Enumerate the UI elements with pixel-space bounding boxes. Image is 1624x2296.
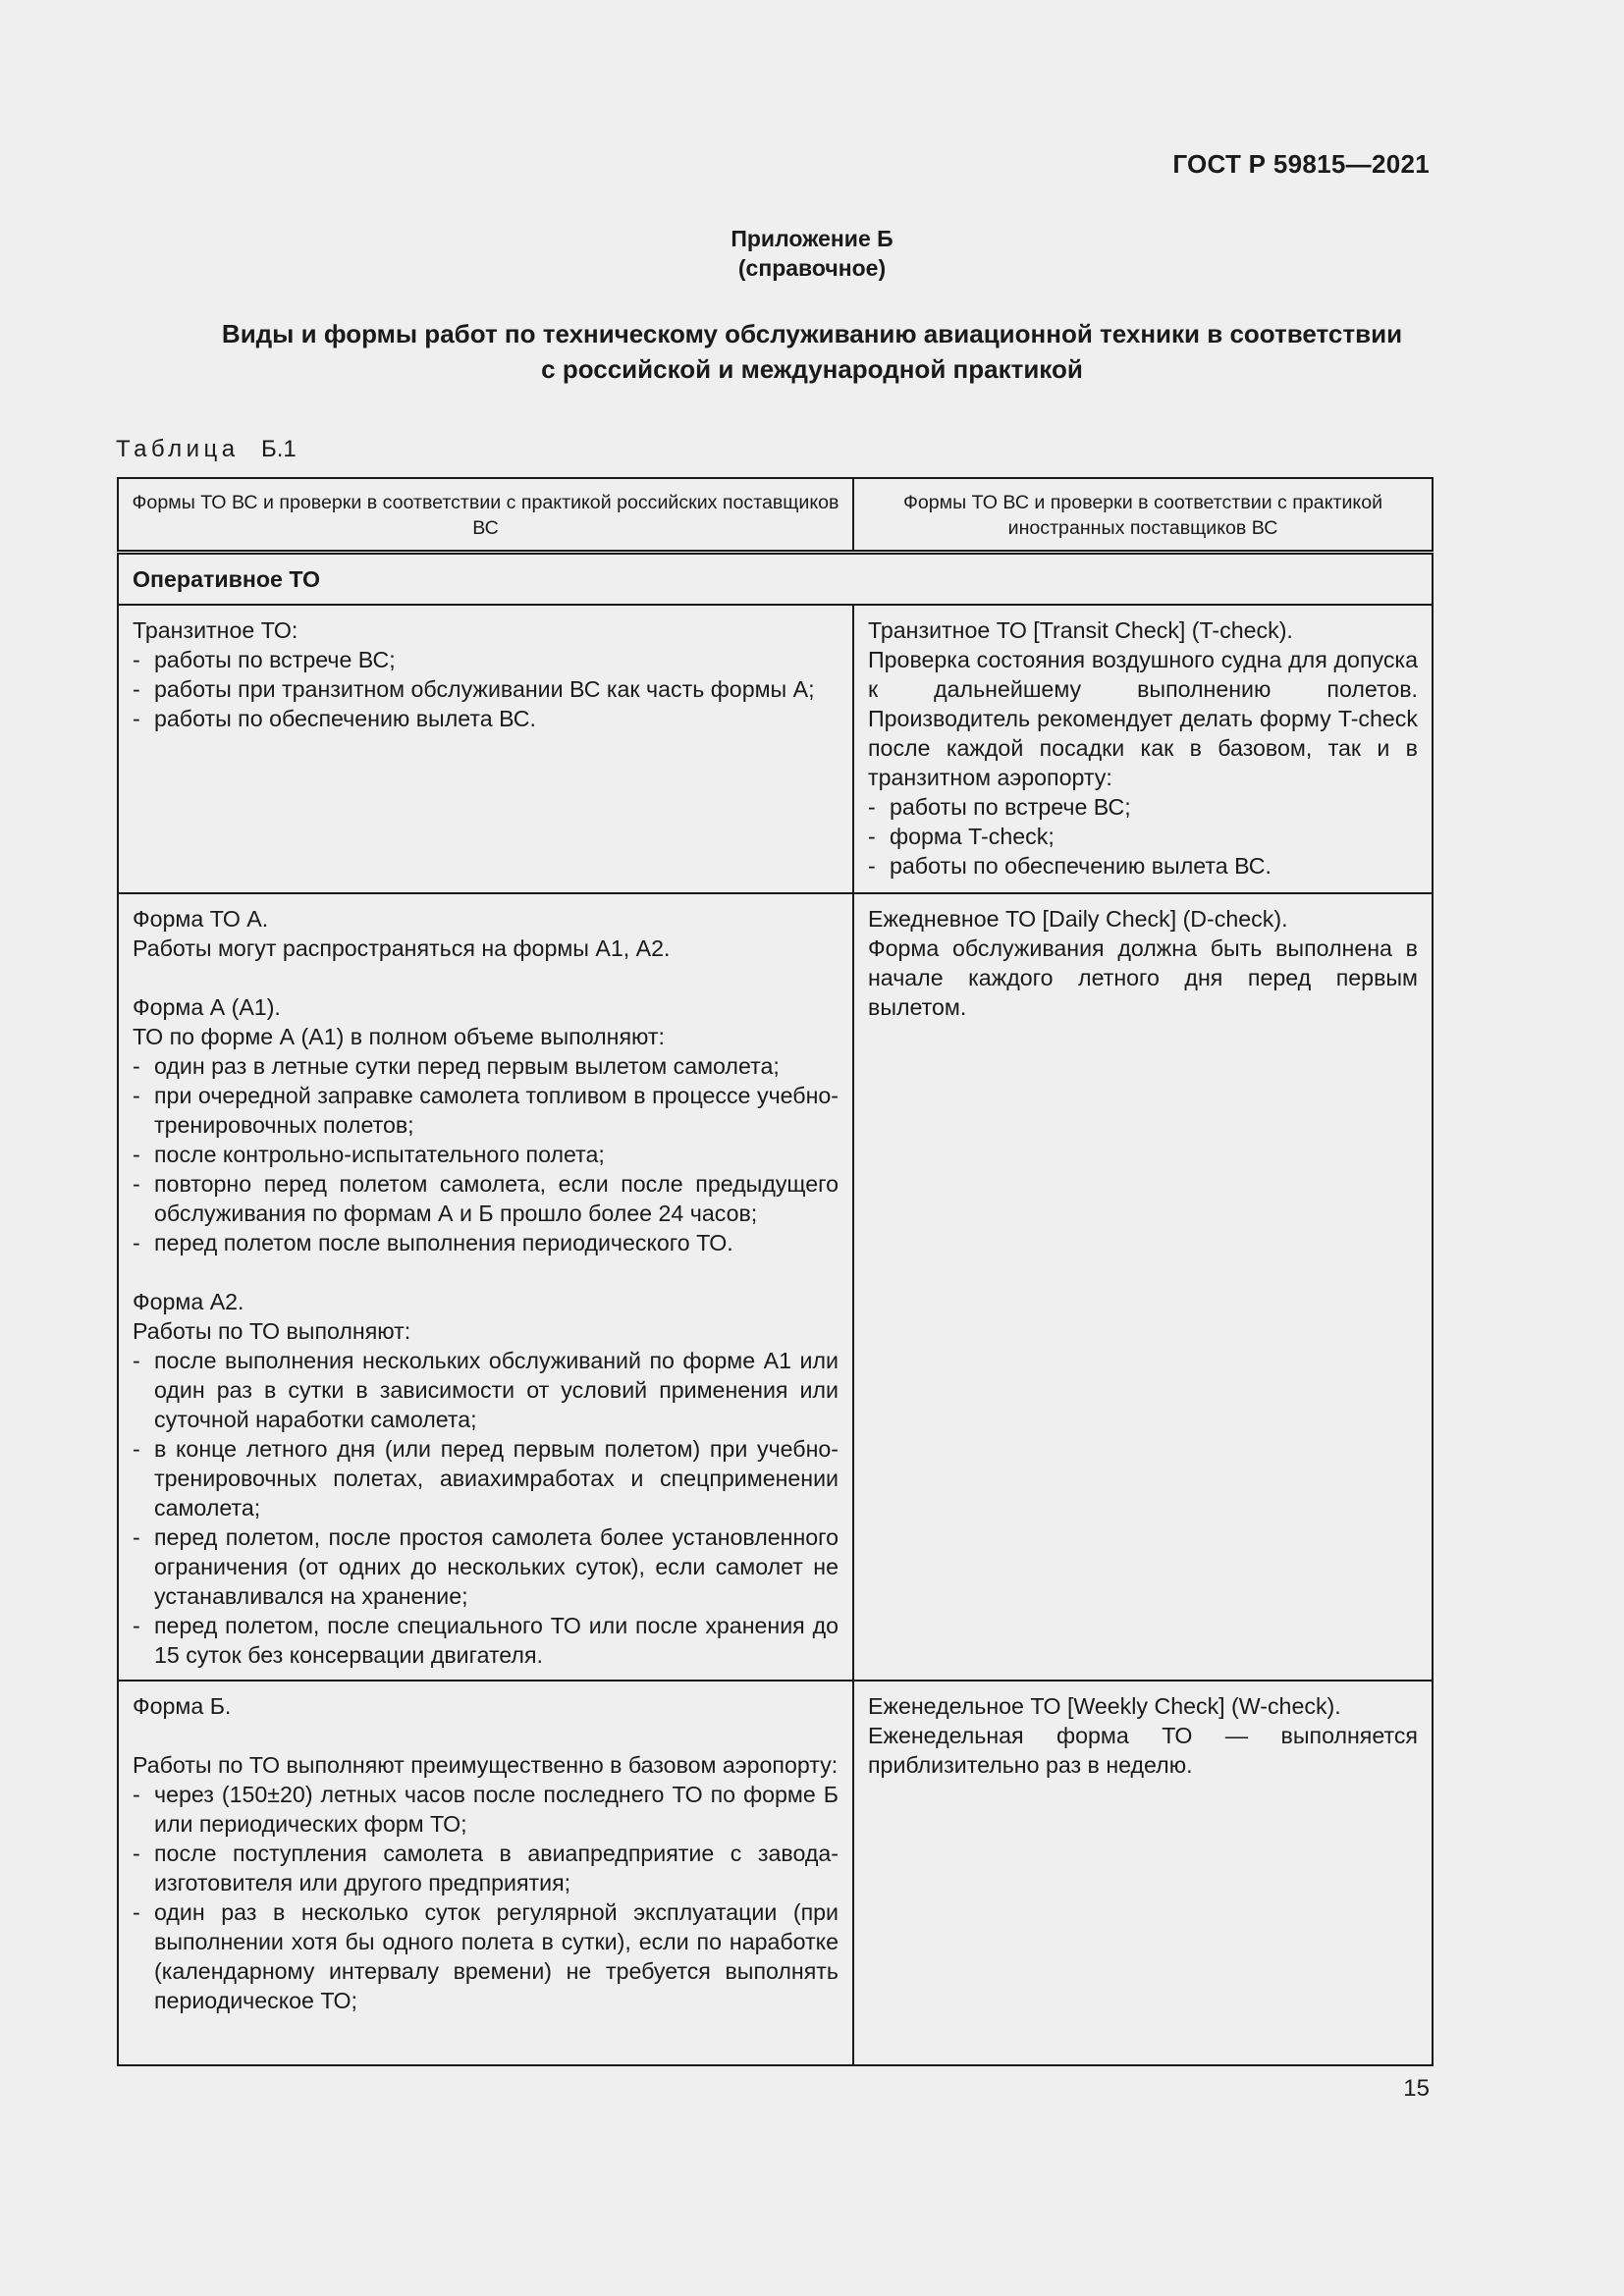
table-caption-number: Б.1 xyxy=(260,436,297,462)
cell-paragraph: Форма обслуживания должна быть выполнена в начале каждого летного дня перед первым вылетом. xyxy=(868,935,1418,1020)
list-item: - работы по обеспечению вылета ВС. xyxy=(133,704,839,733)
maintenance-forms-table xyxy=(117,477,1434,2066)
list-item: - через (150±20) летных часов после последнего ТО по форме Б или периодических форм ТО; xyxy=(133,1780,839,1839)
cell-title: Форма Б. xyxy=(133,1693,232,1719)
page-title xyxy=(118,316,1506,387)
cell-paragraph: Проверка состояния воздушного судна для допуска к дальнейшему выполнению полетов. Производитель рекомендует делать форму T-check после каждой посадки как в базовом, так и в транзитном аэропорту: xyxy=(868,647,1418,790)
subsection-title: Форма А2. xyxy=(133,1289,244,1314)
dash-list xyxy=(133,1780,839,2015)
cell-form-b-russian xyxy=(118,1681,853,2065)
cell-transit-russian xyxy=(118,605,853,893)
cell-paragraph: Еженедельная форма ТО — выполняется приблизительно раз в неделю. xyxy=(868,1723,1418,1778)
cell-paragraph: Работы по ТО выполняют: xyxy=(133,1318,411,1344)
spacer xyxy=(133,1721,839,1750)
page-title-line-1: Виды и формы работ по техническому обслуживанию авиационной техники в соответствии xyxy=(221,319,1403,348)
section-heading: Оперативное ТО xyxy=(118,553,1433,606)
cell-transit-foreign xyxy=(853,605,1433,893)
spacer xyxy=(133,963,839,992)
page-title-line-2: с российской и международной практикой xyxy=(541,354,1083,384)
list-item: - в конце летного дня (или перед первым полетом) при учебно-тренировочных полетах, авиахимработах и спецприменении самолета; xyxy=(133,1434,839,1522)
section-row xyxy=(118,553,1433,606)
table-row xyxy=(118,605,1433,893)
cell-title: Форма ТО А. xyxy=(133,906,269,932)
subsection-title: Форма А (А1). xyxy=(133,994,281,1020)
list-item: - перед полетом после выполнения периодического ТО. xyxy=(133,1228,839,1257)
cell-title: Ежедневное ТО [Daily Check] (D-check). xyxy=(868,906,1288,932)
cell-paragraph: Работы по ТО выполняют преимущественно в базовом аэропорту: xyxy=(133,1752,839,1778)
cell-form-a-russian xyxy=(118,893,853,1681)
list-item: - форма T-check; xyxy=(868,822,1418,851)
list-item: - после выполнения нескольких обслуживаний по форме А1 или один раз в сутки в зависимости от условий применения или суточной наработки самолета; xyxy=(133,1346,839,1434)
dash-list xyxy=(133,1346,839,1670)
cell-daily-check-foreign xyxy=(853,893,1433,1681)
table-header-row xyxy=(118,478,1433,553)
list-item: - работы по обеспечению вылета ВС. xyxy=(868,851,1418,881)
document-code: ГОСТ Р 59815—2021 xyxy=(1172,149,1430,179)
cell-title: Еженедельное ТО [Weekly Check] (W-check). xyxy=(868,1693,1341,1719)
dash-list xyxy=(868,792,1418,881)
cell-title: Транзитное ТО [Transit Check] (T-check). xyxy=(868,617,1293,643)
table-row xyxy=(118,1681,1433,2065)
appendix-heading xyxy=(0,224,1624,283)
list-item: - перед полетом, после специального ТО или после хранения до 15 суток без консервации двигателя. xyxy=(133,1611,839,1670)
list-item: - повторно перед полетом самолета, если после предыдущего обслуживания по формам А и Б прошло более 24 часов; xyxy=(133,1169,839,1228)
list-item: - перед полетом, после простоя самолета более установленного ограничения (от одних до нескольких суток), если самолет не устанавливался на хранение; xyxy=(133,1522,839,1611)
appendix-type: (справочное) xyxy=(737,255,887,281)
list-item: - после поступления самолета в авиапредприятие с завода-изготовителя или другого предприятия; xyxy=(133,1839,839,1897)
appendix-label: Приложение Б xyxy=(731,226,893,251)
table-caption-word: Таблица xyxy=(116,436,240,462)
list-item: - работы по встрече ВС; xyxy=(868,792,1418,822)
spacer xyxy=(133,1257,839,1287)
list-item: - один раз в летные сутки перед первым вылетом самолета; xyxy=(133,1051,839,1081)
column-header-russian: Формы ТО ВС и проверки в соответствии с практикой российских поставщиков ВС xyxy=(118,478,853,553)
dash-list xyxy=(133,645,839,733)
table-row xyxy=(118,893,1433,1681)
table-caption xyxy=(116,436,297,463)
list-item: - работы при транзитном обслуживании ВС как часть формы А; xyxy=(133,674,839,704)
cell-paragraph: Работы могут распространяться на формы А1, А2. xyxy=(133,935,671,961)
list-item: - после контрольно-испытательного полета; xyxy=(133,1140,839,1169)
page-number: 15 xyxy=(1403,2075,1430,2102)
cell-paragraph: ТО по форме А (А1) в полном объеме выполняют: xyxy=(133,1024,665,1049)
list-item: - один раз в несколько суток регулярной эксплуатации (при выполнении хотя бы одного полета в сутки), если по наработке (календарному интервалу времени) не требуется выполнять периодическое ТО; xyxy=(133,1897,839,2015)
cell-weekly-check-foreign xyxy=(853,1681,1433,2065)
list-item: - работы по встрече ВС; xyxy=(133,645,839,674)
cell-title: Транзитное ТО: xyxy=(133,617,298,643)
list-item: - при очередной заправке самолета топливом в процессе учебно-тренировочных полетов; xyxy=(133,1081,839,1140)
column-header-foreign: Формы ТО ВС и проверки в соответствии с практикой иностранных поставщиков ВС xyxy=(853,478,1433,553)
dash-list xyxy=(133,1051,839,1257)
